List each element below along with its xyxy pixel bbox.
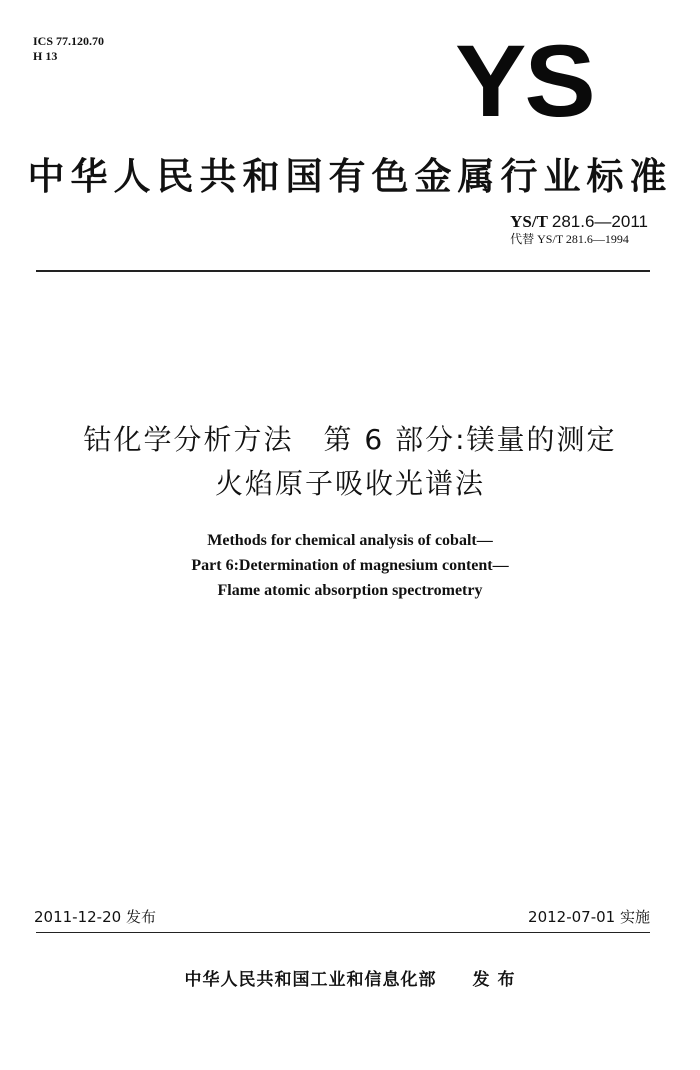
ys-logo-text: YS bbox=[455, 24, 594, 138]
issuer-action: 发 布 bbox=[472, 970, 516, 990]
standard-number-value: 281.6—2011 bbox=[551, 212, 648, 231]
english-title bbox=[0, 528, 700, 603]
top-divider bbox=[36, 270, 650, 272]
chinese-title bbox=[0, 418, 700, 506]
english-title-line1: Methods for chemical analysis of cobalt— bbox=[207, 532, 493, 549]
ics-code: ICS 77.120.70 bbox=[33, 34, 105, 48]
replaces-standard: 代替 YS/T 281.6—1994 bbox=[510, 232, 629, 246]
standard-code-block bbox=[510, 212, 648, 246]
ys-logo bbox=[455, 24, 615, 138]
issuer-organization: 中华人民共和国工业和信息化部 bbox=[184, 970, 437, 990]
english-title-line3: Flame atomic absorption spectrometry bbox=[217, 582, 483, 599]
ccs-code: H 13 bbox=[33, 49, 58, 63]
bottom-divider bbox=[36, 932, 650, 933]
chinese-title-line1: 钴化学分析方法 第 6 部分:镁量的测定 bbox=[83, 423, 617, 456]
implementation-date: 2012-07-01 实施 bbox=[528, 908, 650, 926]
english-title-line2: Part 6:Determination of magnesium content— bbox=[191, 557, 509, 574]
issue-date: 2011-12-20 发布 bbox=[34, 908, 156, 926]
standard-category-title: 中华人民共和国有色金属行业标准 bbox=[27, 155, 673, 198]
standard-number bbox=[510, 212, 648, 232]
standard-prefix: YS/T bbox=[510, 212, 548, 231]
classification-codes bbox=[33, 34, 104, 64]
chinese-title-line2: 火焰原子吸收光谱法 bbox=[214, 467, 485, 500]
issuer-line bbox=[0, 965, 700, 990]
